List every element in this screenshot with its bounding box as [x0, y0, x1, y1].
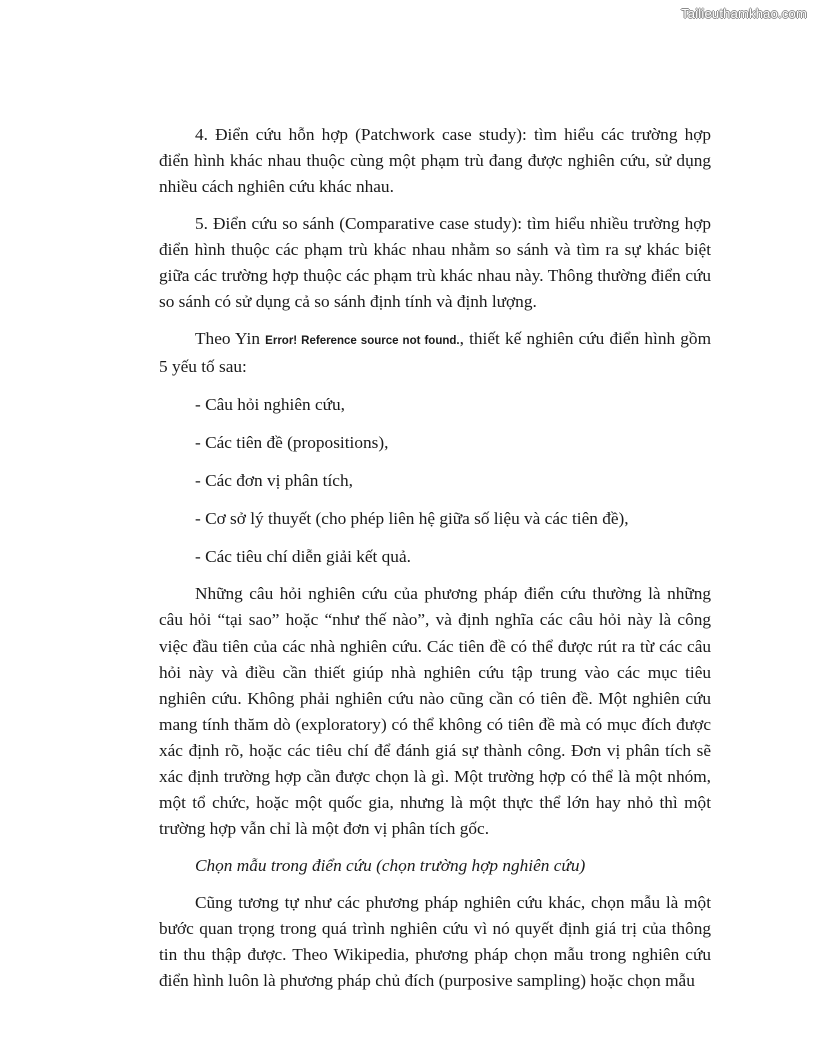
yin-intro-text: Theo Yin — [195, 329, 266, 349]
paragraph-sampling: Cũng tương tự như các phương pháp nghiên cứu khác, chọn mẫu là một bước quan trọng trong quá trình nghiên cứu vì nó quyết định giá trị của thông tin thu thập được. Theo Wikipedia, phương pháp chọn mẫu trong nghiên cứu điển hình luôn là phương pháp chủ đích (purposive sampling) hoặc chọn mẫu — [159, 892, 711, 991]
watermark: Tailieuthamkhao.com — [681, 6, 807, 21]
list-item: - Cơ sở lý thuyết (cho phép liên hệ giữa số liệu và các tiên đề), — [195, 508, 629, 528]
list-item: - Câu hỏi nghiên cứu, — [195, 395, 345, 415]
section-heading-sampling: Chọn mẫu trong điển cứu (chọn trường hợp nghiên cứu) — [195, 856, 586, 876]
yin-rest-text: , thiết kế nghiên cứu điển hình gồm 5 yếu tố sau: — [159, 329, 712, 377]
paragraph-patchwork-case-study: 4. Điển cứu hỗn hợp (Patchwork case study): tìm hiểu các trường hợp điển hình khác nhau thuộc cùng một phạm trù đang được nghiên cứu, sử dụng nhiều cách nghiên cứu khác nhau. — [159, 125, 711, 197]
paragraph-comparative-case-study: 5. Điển cứu so sánh (Comparative case study): tìm hiểu nhiều trường hợp điển hình thuộc các phạm trù khác nhau nhằm so sánh và tìm ra sự khác biệt giữa các trường hợp thuộc các phạm trù khác nhau này. Thông thường điển cứu so sánh có sử dụng cả so sánh định tính và định lượng. — [159, 214, 711, 312]
list-item: - Các tiêu chí diễn giải kết quả. — [195, 546, 411, 566]
paragraph-yin-design — [159, 326, 711, 380]
reference-error-text: Error! Reference source not found. — [265, 335, 460, 348]
list-item: - Các tiên đề (propositions), — [195, 433, 389, 453]
paragraph-research-questions: Những câu hỏi nghiên cứu của phương pháp điển cứu thường là những câu hỏi “tại sao” hoặc “như thế nào”, và định nghĩa các câu hỏi này là công việc đầu tiên của các nhà nghiên cứu. Các tiên đề có thể được rút ra từ các câu hỏi này và điều cần thiết giúp nhà nghiên cứu tập trung vào các mục tiêu nghiên cứu. Không phải nghiên cứu nào cũng cần có tiên đề. Một nghiên cứu mang tính thăm dò (exploratory) có thể không có tiên đề mà có mục đích được xác định rõ, hoặc các tiêu chí để đánh giá sự thành công. Đơn vị phân tích sẽ xác định trường hợp cần được chọn là gì. Một trường hợp có thể là một nhóm, một tổ chức, hoặc một quốc gia, nhưng là một thực thể lớn hay nhỏ thì một trường hợp vẫn chỉ là một đơn vị phân tích gốc. — [159, 584, 711, 839]
list-item: - Các đơn vị phân tích, — [195, 471, 353, 490]
document-body — [159, 122, 711, 1005]
